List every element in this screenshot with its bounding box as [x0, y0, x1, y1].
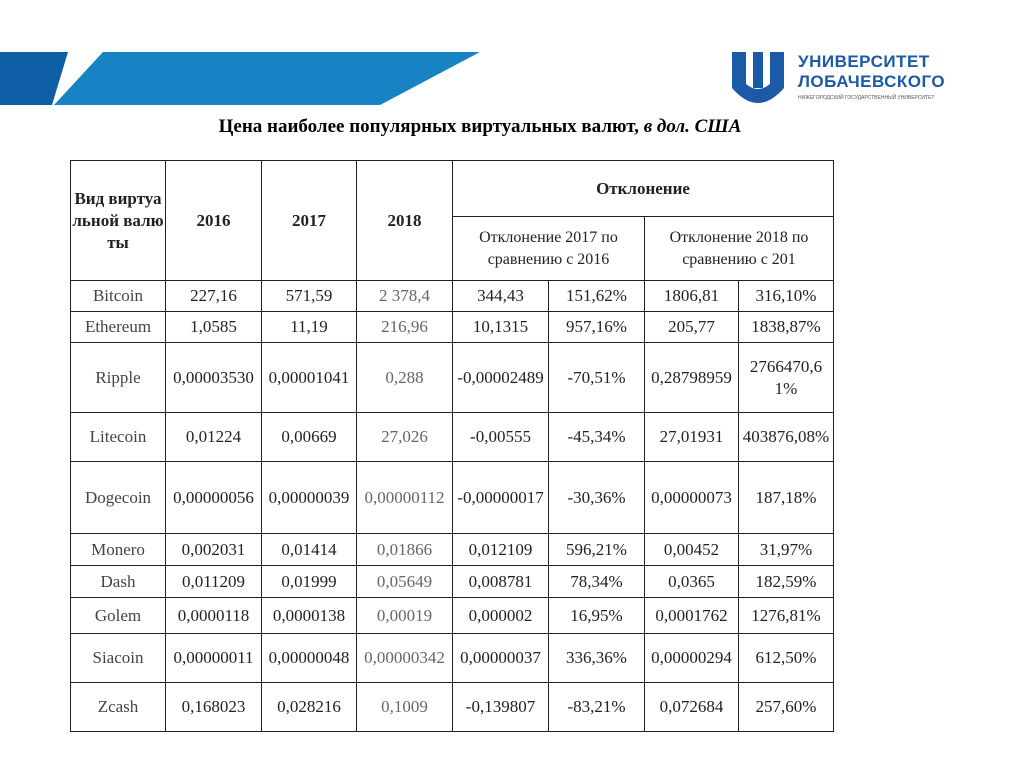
- cell-price-2018: 0,1009: [357, 683, 453, 732]
- header-2016: 2016: [166, 161, 262, 281]
- table-row: [71, 534, 834, 566]
- cell-price-2016: 0,168023: [166, 683, 262, 732]
- cell-price-2018: 0,01866: [357, 534, 453, 566]
- cell-price-2017: 0,00000039: [262, 462, 357, 534]
- cell-currency: Ethereum: [71, 312, 166, 343]
- cell-currency: Dogecoin: [71, 462, 166, 534]
- cell-dev-2017-abs: -0,00000017: [453, 462, 549, 534]
- cell-price-2017: 0,00000048: [262, 634, 357, 683]
- cell-price-2018: 27,026: [357, 413, 453, 462]
- cell-dev-2017-pct: 336,36%: [549, 634, 645, 683]
- cell-price-2017: 11,19: [262, 312, 357, 343]
- title-main: Цена наиболее популярных виртуальных валют,: [218, 116, 639, 137]
- cell-dev-2018-pct: 1838,87%: [739, 312, 834, 343]
- logo-line1: УНИВЕРСИТЕТ: [798, 52, 930, 71]
- logo-emblem-icon: [728, 48, 788, 110]
- cell-price-2017: 0,00669: [262, 413, 357, 462]
- header-band-decoration: [0, 52, 480, 105]
- cell-dev-2017-abs: -0,00555: [453, 413, 549, 462]
- cell-currency: Monero: [71, 534, 166, 566]
- cell-price-2016: 0,00003530: [166, 343, 262, 413]
- cell-dev-2017-pct: -30,36%: [549, 462, 645, 534]
- cell-price-2016: 0,002031: [166, 534, 262, 566]
- cell-dev-2018-abs: 0,00000294: [645, 634, 739, 683]
- header-dev-2018: Отклонение 2018 по сравнению с 201: [645, 217, 834, 281]
- cell-dev-2018-abs: 0,0001762: [645, 598, 739, 634]
- cell-price-2018: 2 378,4: [357, 281, 453, 312]
- cell-price-2018: 0,00019: [357, 598, 453, 634]
- cell-dev-2018-pct: 31,97%: [739, 534, 834, 566]
- cell-dev-2017-abs: 344,43: [453, 281, 549, 312]
- cell-dev-2017-pct: 78,34%: [549, 566, 645, 598]
- table-row: [71, 683, 834, 732]
- cell-price-2017: 0,00001041: [262, 343, 357, 413]
- cell-dev-2018-pct: 182,59%: [739, 566, 834, 598]
- cell-dev-2018-pct: 612,50%: [739, 634, 834, 683]
- cell-dev-2018-pct: 403876,08%: [739, 413, 834, 462]
- cell-dev-2018-pct: 2766470,61%: [739, 343, 834, 413]
- university-logo: [728, 48, 958, 110]
- cell-price-2018: 0,00000112: [357, 462, 453, 534]
- table-row: [71, 413, 834, 462]
- cell-dev-2017-pct: -45,34%: [549, 413, 645, 462]
- cell-dev-2018-abs: 0,00452: [645, 534, 739, 566]
- page-title: [0, 116, 960, 138]
- logo-line2: ЛОБАЧЕВСКОГО: [798, 72, 946, 91]
- cell-dev-2017-pct: -70,51%: [549, 343, 645, 413]
- currency-price-table: [70, 160, 834, 732]
- cell-dev-2018-pct: 316,10%: [739, 281, 834, 312]
- cell-dev-2017-pct: 596,21%: [549, 534, 645, 566]
- cell-price-2018: 0,05649: [357, 566, 453, 598]
- table-row: [71, 343, 834, 413]
- cell-currency: Ripple: [71, 343, 166, 413]
- cell-price-2016: 0,011209: [166, 566, 262, 598]
- cell-price-2016: 0,0000118: [166, 598, 262, 634]
- cell-dev-2017-abs: 0,00000037: [453, 634, 549, 683]
- cell-dev-2018-abs: 0,072684: [645, 683, 739, 732]
- logo-line3: НИЖЕГОРОДСКИЙ ГОСУДАРСТВЕННЫЙ УНИВЕРСИТЕТ: [798, 95, 935, 101]
- cell-dev-2018-abs: 0,28798959: [645, 343, 739, 413]
- cell-price-2017: 0,01999: [262, 566, 357, 598]
- cell-price-2016: 0,00000056: [166, 462, 262, 534]
- cell-currency: Zcash: [71, 683, 166, 732]
- cell-dev-2018-abs: 205,77: [645, 312, 739, 343]
- header-2017: 2017: [262, 161, 357, 281]
- cell-price-2017: 0,028216: [262, 683, 357, 732]
- cell-dev-2017-abs: 0,008781: [453, 566, 549, 598]
- cell-dev-2018-pct: 1276,81%: [739, 598, 834, 634]
- cell-dev-2018-pct: 187,18%: [739, 462, 834, 534]
- table-row: [71, 598, 834, 634]
- cell-currency: Siacoin: [71, 634, 166, 683]
- table-row: [71, 312, 834, 343]
- cell-price-2016: 1,0585: [166, 312, 262, 343]
- title-unit: в дол. США: [638, 116, 742, 137]
- header-dev-2017: Отклонение 2017 по сравнению с 2016: [453, 217, 645, 281]
- cell-price-2018: 216,96: [357, 312, 453, 343]
- cell-price-2017: 0,01414: [262, 534, 357, 566]
- table-row: [71, 281, 834, 312]
- table-row: [71, 566, 834, 598]
- cell-dev-2018-abs: 27,01931: [645, 413, 739, 462]
- cell-currency: Dash: [71, 566, 166, 598]
- cell-dev-2017-abs: -0,139807: [453, 683, 549, 732]
- cell-price-2016: 0,00000011: [166, 634, 262, 683]
- header-deviation: Отклонение: [453, 161, 834, 217]
- cell-dev-2018-pct: 257,60%: [739, 683, 834, 732]
- table-row: [71, 634, 834, 683]
- cell-dev-2017-pct: 16,95%: [549, 598, 645, 634]
- cell-dev-2017-pct: 957,16%: [549, 312, 645, 343]
- cell-dev-2017-abs: -0,00002489: [453, 343, 549, 413]
- cell-price-2018: 0,00000342: [357, 634, 453, 683]
- cell-price-2017: 571,59: [262, 281, 357, 312]
- cell-currency: Bitcoin: [71, 281, 166, 312]
- cell-currency: Golem: [71, 598, 166, 634]
- cell-dev-2017-abs: 0,012109: [453, 534, 549, 566]
- cell-dev-2018-abs: 0,00000073: [645, 462, 739, 534]
- cell-currency: Litecoin: [71, 413, 166, 462]
- table-row: [71, 462, 834, 534]
- cell-price-2016: 0,01224: [166, 413, 262, 462]
- cell-dev-2017-abs: 0,000002: [453, 598, 549, 634]
- cell-dev-2017-pct: -83,21%: [549, 683, 645, 732]
- cell-dev-2017-abs: 10,1315: [453, 312, 549, 343]
- cell-dev-2018-abs: 0,0365: [645, 566, 739, 598]
- cell-dev-2018-abs: 1806,81: [645, 281, 739, 312]
- cell-price-2016: 227,16: [166, 281, 262, 312]
- cell-price-2018: 0,288: [357, 343, 453, 413]
- header-2018: 2018: [357, 161, 453, 281]
- header-currency: Вид виртуальной валюты: [71, 161, 166, 281]
- cell-dev-2017-pct: 151,62%: [549, 281, 645, 312]
- cell-price-2017: 0,0000138: [262, 598, 357, 634]
